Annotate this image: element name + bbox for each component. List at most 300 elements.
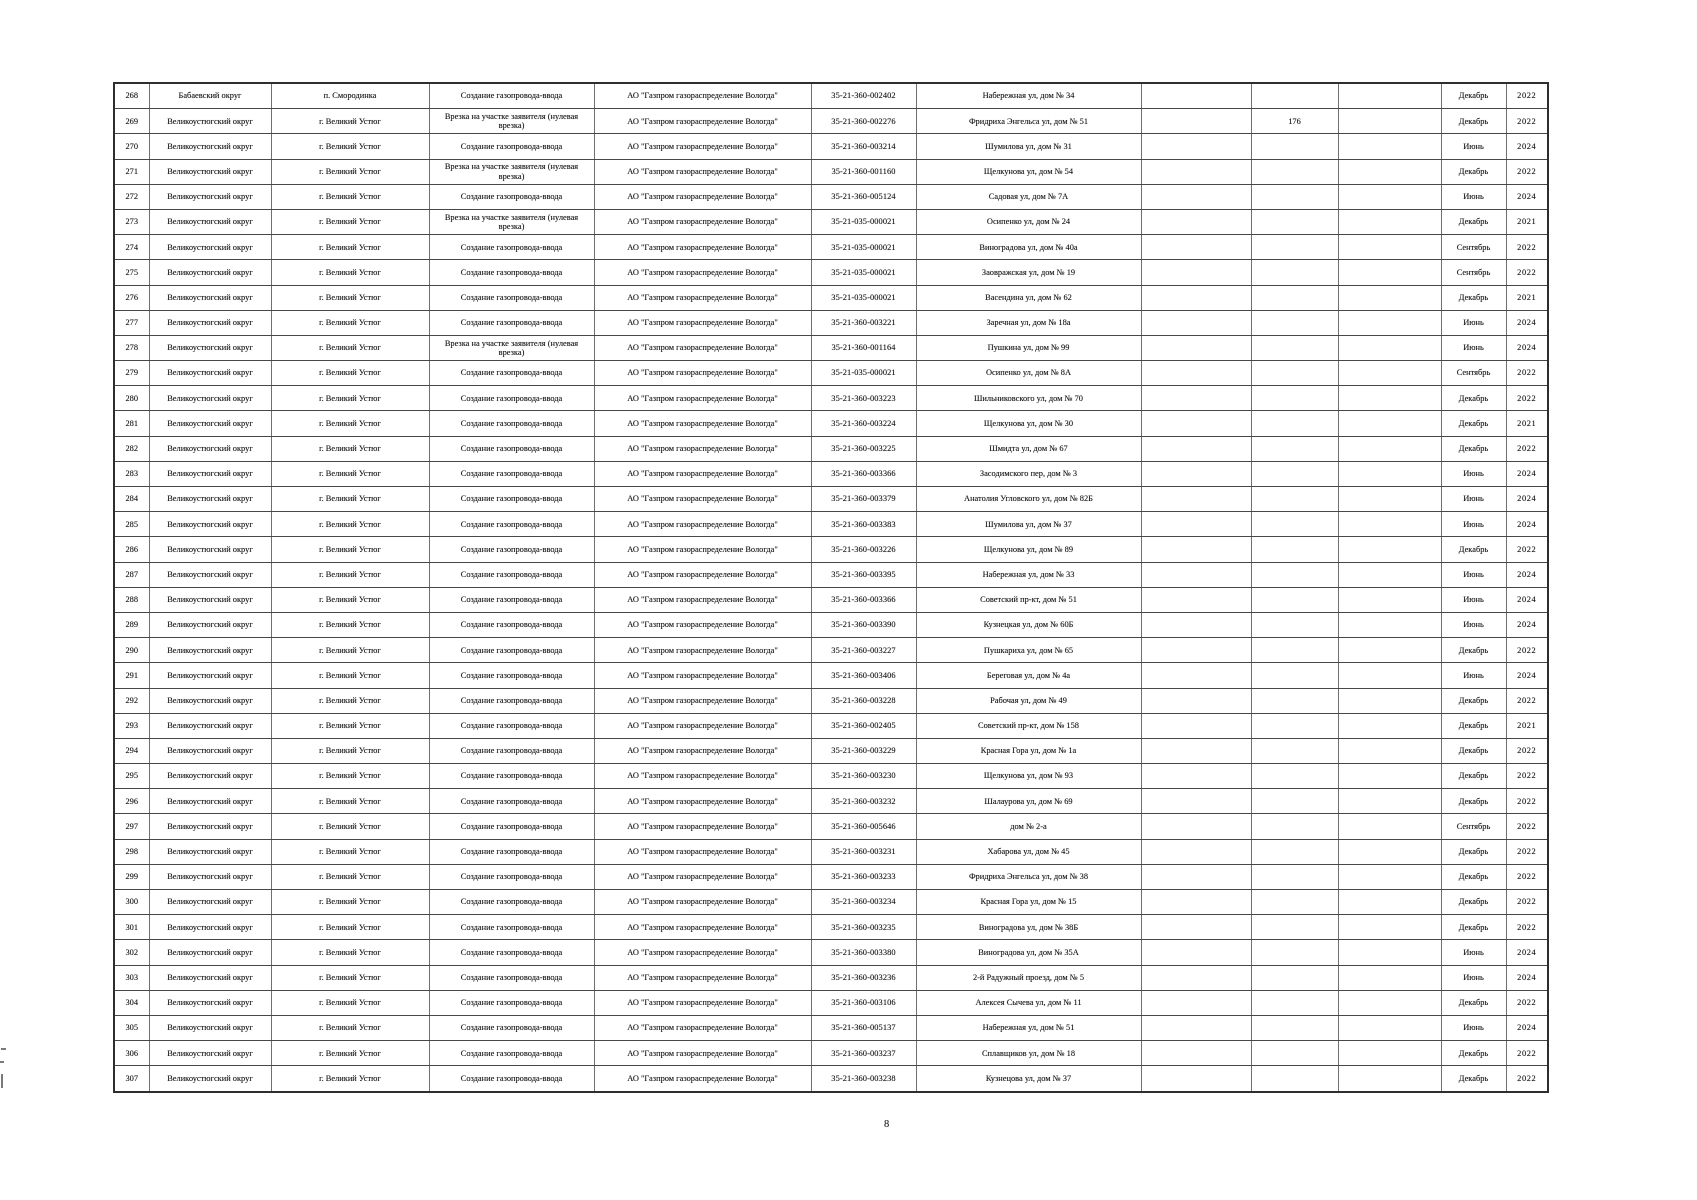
cell-settlement: г. Великий Устюг: [271, 738, 429, 763]
cell-empty-c: [1338, 965, 1441, 990]
cell-work-type: Создание газопровода-ввода: [429, 990, 594, 1015]
cell-row-number: 283: [114, 461, 149, 486]
cell-empty-a: [1141, 839, 1251, 864]
cell-settlement: г. Великий Устюг: [271, 512, 429, 537]
table-row: [114, 260, 1548, 285]
table-row: [114, 310, 1548, 335]
cell-deadline-month: Июнь: [1441, 663, 1506, 688]
cell-settlement: г. Великий Устюг: [271, 487, 429, 512]
cell-address: Щелкунова ул, дом № 93: [916, 764, 1141, 789]
cell-work-type: Создание газопровода-ввода: [429, 285, 594, 310]
cell-deadline-month: Июнь: [1441, 587, 1506, 612]
cell-empty-a: [1141, 890, 1251, 915]
gasification-schedule-table: [113, 82, 1549, 1093]
cell-work-type: Создание газопровода-ввода: [429, 487, 594, 512]
cell-empty-b: 176: [1251, 109, 1338, 134]
cell-row-number: 272: [114, 184, 149, 209]
cell-empty-a: [1141, 310, 1251, 335]
cell-organization: АО "Газпром газораспределение Вологда": [594, 361, 811, 386]
cell-row-number: 280: [114, 386, 149, 411]
cell-settlement: г. Великий Устюг: [271, 890, 429, 915]
cell-empty-c: [1338, 789, 1441, 814]
cell-deadline-month: Декабрь: [1441, 890, 1506, 915]
cell-deadline-month: Декабрь: [1441, 915, 1506, 940]
cell-work-type: Создание газопровода-ввода: [429, 310, 594, 335]
cell-settlement: г. Великий Устюг: [271, 310, 429, 335]
cell-work-type: Создание газопровода-ввода: [429, 764, 594, 789]
cell-work-type: Создание газопровода-ввода: [429, 713, 594, 738]
cell-settlement: п. Смородинка: [271, 83, 429, 109]
cell-settlement: г. Великий Устюг: [271, 990, 429, 1015]
cell-organization: АО "Газпром газораспределение Вологда": [594, 109, 811, 134]
cell-deadline-month: Декабрь: [1441, 1041, 1506, 1066]
cell-work-type: Создание газопровода-ввода: [429, 915, 594, 940]
cell-deadline-month: Декабрь: [1441, 537, 1506, 562]
cell-address: Засодимского пер, дом № 3: [916, 461, 1141, 486]
cell-deadline-year: 2024: [1506, 587, 1548, 612]
cell-work-type: Создание газопровода-ввода: [429, 235, 594, 260]
cell-deadline-month: Сентябрь: [1441, 814, 1506, 839]
cell-row-number: 295: [114, 764, 149, 789]
table-row: [114, 562, 1548, 587]
cell-row-number: 302: [114, 940, 149, 965]
cell-district: Великоустюгский округ: [149, 461, 271, 486]
cell-organization: АО "Газпром газораспределение Вологда": [594, 562, 811, 587]
cell-empty-c: [1338, 487, 1441, 512]
cell-empty-b: [1251, 688, 1338, 713]
cell-deadline-year: 2022: [1506, 864, 1548, 889]
cell-address: Шалаурова ул, дом № 69: [916, 789, 1141, 814]
cell-organization: АО "Газпром газораспределение Вологда": [594, 537, 811, 562]
cell-empty-a: [1141, 184, 1251, 209]
cell-settlement: г. Великий Устюг: [271, 839, 429, 864]
cell-deadline-month: Декабрь: [1441, 789, 1506, 814]
cell-row-number: 289: [114, 612, 149, 637]
cell-work-type: Создание газопровода-ввода: [429, 184, 594, 209]
table-row: [114, 411, 1548, 436]
table-row: [114, 814, 1548, 839]
cell-district: Великоустюгский округ: [149, 764, 271, 789]
cell-organization: АО "Газпром газораспределение Вологда": [594, 940, 811, 965]
cell-empty-a: [1141, 487, 1251, 512]
cell-organization: АО "Газпром газораспределение Вологда": [594, 310, 811, 335]
cell-empty-a: [1141, 612, 1251, 637]
table-row: [114, 789, 1548, 814]
cell-organization: АО "Газпром газораспределение Вологда": [594, 915, 811, 940]
cell-address: Васендина ул, дом № 62: [916, 285, 1141, 310]
cell-organization: АО "Газпром газораспределение Вологда": [594, 663, 811, 688]
cell-district: Великоустюгский округ: [149, 638, 271, 663]
cell-empty-a: [1141, 461, 1251, 486]
cell-work-type: Врезка на участке заявителя (нулевая врезка): [429, 159, 594, 184]
cell-settlement: г. Великий Устюг: [271, 688, 429, 713]
cell-deadline-month: Июнь: [1441, 612, 1506, 637]
cell-deadline-year: 2022: [1506, 537, 1548, 562]
cell-row-number: 303: [114, 965, 149, 990]
cell-address: Кузнецкая ул, дом № 60Б: [916, 612, 1141, 637]
cell-empty-b: [1251, 537, 1338, 562]
cell-empty-c: [1338, 411, 1441, 436]
cell-program-code: 35-21-035-000021: [811, 209, 916, 234]
cell-organization: АО "Газпром газораспределение Вологда": [594, 713, 811, 738]
cell-district: Великоустюгский округ: [149, 738, 271, 763]
cell-program-code: 35-21-360-003230: [811, 764, 916, 789]
cell-deadline-year: 2022: [1506, 159, 1548, 184]
cell-district: Великоустюгский округ: [149, 940, 271, 965]
cell-empty-c: [1338, 235, 1441, 260]
table-row: [114, 839, 1548, 864]
cell-empty-c: [1338, 436, 1441, 461]
cell-district: Великоустюгский округ: [149, 537, 271, 562]
cell-organization: АО "Газпром газораспределение Вологда": [594, 512, 811, 537]
cell-deadline-month: Декабрь: [1441, 738, 1506, 763]
cell-empty-c: [1338, 184, 1441, 209]
cell-row-number: 285: [114, 512, 149, 537]
cell-row-number: 274: [114, 235, 149, 260]
cell-address: 2-й Радужный проезд, дом № 5: [916, 965, 1141, 990]
cell-empty-a: [1141, 864, 1251, 889]
cell-deadline-year: 2022: [1506, 638, 1548, 663]
cell-organization: АО "Газпром газораспределение Вологда": [594, 184, 811, 209]
cell-address: Алексея Сычева ул, дом № 11: [916, 990, 1141, 1015]
cell-empty-a: [1141, 1041, 1251, 1066]
cell-address: Пушкина ул, дом № 99: [916, 335, 1141, 360]
cell-deadline-year: 2024: [1506, 134, 1548, 159]
cell-program-code: 35-21-360-003233: [811, 864, 916, 889]
cell-settlement: г. Великий Устюг: [271, 965, 429, 990]
cell-address: Красная Гора ул, дом № 15: [916, 890, 1141, 915]
cell-deadline-year: 2022: [1506, 890, 1548, 915]
cell-program-code: 35-21-360-003214: [811, 134, 916, 159]
cell-district: Великоустюгский округ: [149, 839, 271, 864]
cell-district: Великоустюгский округ: [149, 990, 271, 1015]
cell-organization: АО "Газпром газораспределение Вологда": [594, 436, 811, 461]
cell-row-number: 287: [114, 562, 149, 587]
cell-empty-c: [1338, 159, 1441, 184]
cell-address: Виноградова ул, дом № 38Б: [916, 915, 1141, 940]
table-row: [114, 285, 1548, 310]
cell-work-type: Создание газопровода-ввода: [429, 1015, 594, 1040]
cell-settlement: г. Великий Устюг: [271, 285, 429, 310]
cell-work-type: Создание газопровода-ввода: [429, 638, 594, 663]
cell-deadline-month: Декабрь: [1441, 436, 1506, 461]
cell-work-type: Создание газопровода-ввода: [429, 361, 594, 386]
table-row: [114, 965, 1548, 990]
cell-empty-c: [1338, 915, 1441, 940]
cell-empty-b: [1251, 814, 1338, 839]
cell-organization: АО "Газпром газораспределение Вологда": [594, 83, 811, 109]
cell-deadline-month: Июнь: [1441, 335, 1506, 360]
cell-settlement: г. Великий Устюг: [271, 915, 429, 940]
cell-work-type: Создание газопровода-ввода: [429, 562, 594, 587]
cell-settlement: г. Великий Устюг: [271, 1015, 429, 1040]
cell-empty-c: [1338, 109, 1441, 134]
cell-deadline-year: 2022: [1506, 839, 1548, 864]
cell-settlement: г. Великий Устюг: [271, 461, 429, 486]
cell-row-number: 306: [114, 1041, 149, 1066]
cell-empty-b: [1251, 738, 1338, 763]
cell-empty-b: [1251, 260, 1338, 285]
cell-district: Великоустюгский округ: [149, 386, 271, 411]
cell-deadline-month: Июнь: [1441, 512, 1506, 537]
cell-program-code: 35-21-360-003231: [811, 839, 916, 864]
cell-address: Набережная ул, дом № 34: [916, 83, 1141, 109]
cell-empty-a: [1141, 134, 1251, 159]
cell-work-type: Создание газопровода-ввода: [429, 789, 594, 814]
cell-organization: АО "Газпром газораспределение Вологда": [594, 1015, 811, 1040]
cell-address: Щелкунова ул, дом № 54: [916, 159, 1141, 184]
table-row: [114, 663, 1548, 688]
cell-deadline-year: 2022: [1506, 109, 1548, 134]
cell-row-number: 271: [114, 159, 149, 184]
cell-address: Советский пр-кт, дом № 158: [916, 713, 1141, 738]
cell-empty-b: [1251, 638, 1338, 663]
cell-empty-b: [1251, 386, 1338, 411]
table-row: [114, 537, 1548, 562]
cell-settlement: г. Великий Устюг: [271, 335, 429, 360]
cell-deadline-year: 2022: [1506, 814, 1548, 839]
cell-empty-c: [1338, 663, 1441, 688]
cell-district: Великоустюгский округ: [149, 688, 271, 713]
cell-empty-b: [1251, 285, 1338, 310]
cell-empty-b: [1251, 159, 1338, 184]
table-row: [114, 209, 1548, 234]
cell-work-type: Создание газопровода-ввода: [429, 1041, 594, 1066]
cell-organization: АО "Газпром газораспределение Вологда": [594, 285, 811, 310]
cell-district: Великоустюгский округ: [149, 411, 271, 436]
cell-district: Великоустюгский округ: [149, 789, 271, 814]
cell-program-code: 35-21-360-003106: [811, 990, 916, 1015]
cell-empty-b: [1251, 134, 1338, 159]
cell-deadline-year: 2021: [1506, 713, 1548, 738]
page-number: 8: [884, 1119, 890, 1130]
cell-empty-c: [1338, 864, 1441, 889]
cell-empty-a: [1141, 940, 1251, 965]
cell-deadline-month: Декабрь: [1441, 638, 1506, 663]
cell-empty-b: [1251, 965, 1338, 990]
cell-organization: АО "Газпром газораспределение Вологда": [594, 159, 811, 184]
cell-work-type: Создание газопровода-ввода: [429, 839, 594, 864]
cell-empty-a: [1141, 235, 1251, 260]
cell-address: Шмидта ул, дом № 67: [916, 436, 1141, 461]
cell-address: Заречная ул, дом № 18а: [916, 310, 1141, 335]
cell-empty-b: [1251, 361, 1338, 386]
cell-deadline-month: Декабрь: [1441, 990, 1506, 1015]
cell-deadline-month: Июнь: [1441, 461, 1506, 486]
cell-deadline-month: Июнь: [1441, 562, 1506, 587]
cell-organization: АО "Газпром газораспределение Вологда": [594, 335, 811, 360]
cell-settlement: г. Великий Устюг: [271, 713, 429, 738]
table-row: [114, 764, 1548, 789]
cell-row-number: 292: [114, 688, 149, 713]
table-row: [114, 436, 1548, 461]
table-row: [114, 184, 1548, 209]
cell-organization: АО "Газпром газораспределение Вологда": [594, 612, 811, 637]
cell-address: дом № 2-а: [916, 814, 1141, 839]
cell-empty-a: [1141, 915, 1251, 940]
cell-organization: АО "Газпром газораспределение Вологда": [594, 487, 811, 512]
cell-row-number: 286: [114, 537, 149, 562]
cell-deadline-month: Декабрь: [1441, 839, 1506, 864]
cell-deadline-month: Июнь: [1441, 310, 1506, 335]
cell-settlement: г. Великий Устюг: [271, 134, 429, 159]
cell-deadline-year: 2022: [1506, 915, 1548, 940]
cell-program-code: 35-21-360-001160: [811, 159, 916, 184]
table-row: [114, 688, 1548, 713]
cell-row-number: 277: [114, 310, 149, 335]
cell-district: Великоустюгский округ: [149, 864, 271, 889]
cell-work-type: Создание газопровода-ввода: [429, 386, 594, 411]
cell-deadline-year: 2022: [1506, 83, 1548, 109]
table-row: [114, 134, 1548, 159]
cell-row-number: 269: [114, 109, 149, 134]
table-row: [114, 915, 1548, 940]
cell-address: Виноградова ул, дом № 35А: [916, 940, 1141, 965]
cell-district: Великоустюгский округ: [149, 890, 271, 915]
cell-program-code: 35-21-360-003366: [811, 587, 916, 612]
cell-deadline-year: 2024: [1506, 1015, 1548, 1040]
cell-row-number: 275: [114, 260, 149, 285]
cell-row-number: 284: [114, 487, 149, 512]
table-row: [114, 864, 1548, 889]
cell-row-number: 299: [114, 864, 149, 889]
cell-row-number: 282: [114, 436, 149, 461]
cell-empty-c: [1338, 134, 1441, 159]
cell-address: Кузнецова ул, дом № 37: [916, 1066, 1141, 1092]
cell-empty-c: [1338, 612, 1441, 637]
cell-row-number: 293: [114, 713, 149, 738]
cell-empty-a: [1141, 713, 1251, 738]
cell-address: Осипенко ул, дом № 24: [916, 209, 1141, 234]
cell-work-type: Создание газопровода-ввода: [429, 461, 594, 486]
table-row: [114, 638, 1548, 663]
cell-empty-b: [1251, 411, 1338, 436]
cell-district: Великоустюгский округ: [149, 713, 271, 738]
cell-program-code: 35-21-360-003237: [811, 1041, 916, 1066]
cell-settlement: г. Великий Устюг: [271, 638, 429, 663]
table-row: [114, 159, 1548, 184]
cell-deadline-year: 2024: [1506, 512, 1548, 537]
cell-district: Великоустюгский округ: [149, 134, 271, 159]
table-body: [114, 83, 1548, 1092]
cell-program-code: 35-21-360-003224: [811, 411, 916, 436]
cell-empty-c: [1338, 512, 1441, 537]
cell-empty-c: [1338, 890, 1441, 915]
cell-work-type: Создание газопровода-ввода: [429, 965, 594, 990]
cell-district: Великоустюгский округ: [149, 335, 271, 360]
cell-empty-a: [1141, 738, 1251, 763]
cell-district: Великоустюгский округ: [149, 361, 271, 386]
cell-settlement: г. Великий Устюг: [271, 209, 429, 234]
cell-empty-b: [1251, 310, 1338, 335]
cell-address: Сплавщиков ул, дом № 18: [916, 1041, 1141, 1066]
cell-settlement: г. Великий Устюг: [271, 109, 429, 134]
cell-address: Советский пр-кт, дом № 51: [916, 587, 1141, 612]
table-row: [114, 738, 1548, 763]
cell-deadline-month: Декабрь: [1441, 386, 1506, 411]
cell-organization: АО "Газпром газораспределение Вологда": [594, 1066, 811, 1092]
cell-district: Великоустюгский округ: [149, 915, 271, 940]
cell-organization: АО "Газпром газораспределение Вологда": [594, 587, 811, 612]
cell-address: Осипенко ул, дом № 8А: [916, 361, 1141, 386]
cell-settlement: г. Великий Устюг: [271, 562, 429, 587]
cell-address: Заовражская ул, дом № 19: [916, 260, 1141, 285]
cell-empty-c: [1338, 386, 1441, 411]
cell-deadline-year: 2024: [1506, 663, 1548, 688]
cell-empty-c: [1338, 940, 1441, 965]
cell-empty-c: [1338, 209, 1441, 234]
cell-program-code: 35-21-360-003406: [811, 663, 916, 688]
cell-work-type: Создание газопровода-ввода: [429, 1066, 594, 1092]
cell-program-code: 35-21-035-000021: [811, 285, 916, 310]
cell-empty-b: [1251, 487, 1338, 512]
cell-district: Великоустюгский округ: [149, 965, 271, 990]
cell-address: Набережная ул, дом № 33: [916, 562, 1141, 587]
cell-row-number: 281: [114, 411, 149, 436]
cell-empty-b: [1251, 512, 1338, 537]
cell-empty-a: [1141, 789, 1251, 814]
cell-organization: АО "Газпром газораспределение Вологда": [594, 814, 811, 839]
cell-district: Великоустюгский округ: [149, 235, 271, 260]
cell-district: Великоустюгский округ: [149, 814, 271, 839]
cell-empty-a: [1141, 335, 1251, 360]
cell-empty-b: [1251, 1041, 1338, 1066]
cell-program-code: 35-21-360-003236: [811, 965, 916, 990]
cell-settlement: г. Великий Устюг: [271, 159, 429, 184]
cell-organization: АО "Газпром газораспределение Вологда": [594, 461, 811, 486]
cell-work-type: Создание газопровода-ввода: [429, 612, 594, 637]
cell-address: Анатолия Угловского ул, дом № 82Б: [916, 487, 1141, 512]
cell-row-number: 304: [114, 990, 149, 1015]
cell-empty-a: [1141, 83, 1251, 109]
cell-deadline-month: Декабрь: [1441, 864, 1506, 889]
cell-deadline-year: 2022: [1506, 260, 1548, 285]
cell-settlement: г. Великий Устюг: [271, 764, 429, 789]
cell-organization: АО "Газпром газораспределение Вологда": [594, 864, 811, 889]
table-row: [114, 587, 1548, 612]
table-row: [114, 713, 1548, 738]
cell-program-code: 35-21-035-000021: [811, 235, 916, 260]
cell-empty-b: [1251, 335, 1338, 360]
cell-deadline-year: 2021: [1506, 285, 1548, 310]
cell-empty-b: [1251, 713, 1338, 738]
cell-empty-a: [1141, 512, 1251, 537]
cell-deadline-year: 2024: [1506, 612, 1548, 637]
table-row: [114, 1015, 1548, 1040]
cell-district: Великоустюгский округ: [149, 285, 271, 310]
cell-empty-c: [1338, 83, 1441, 109]
cell-deadline-year: 2022: [1506, 738, 1548, 763]
cell-address: Шильниковского ул, дом № 70: [916, 386, 1141, 411]
cell-program-code: 35-21-360-003395: [811, 562, 916, 587]
cell-program-code: 35-21-360-002402: [811, 83, 916, 109]
cell-empty-c: [1338, 839, 1441, 864]
cell-settlement: г. Великий Устюг: [271, 864, 429, 889]
cell-organization: АО "Газпром газораспределение Вологда": [594, 209, 811, 234]
cell-empty-c: [1338, 537, 1441, 562]
cell-row-number: 279: [114, 361, 149, 386]
cell-program-code: 35-21-360-005137: [811, 1015, 916, 1040]
cell-district: Великоустюгский округ: [149, 109, 271, 134]
table-row: [114, 1066, 1548, 1092]
cell-district: Великоустюгский округ: [149, 159, 271, 184]
cell-empty-b: [1251, 235, 1338, 260]
cell-empty-a: [1141, 260, 1251, 285]
cell-empty-a: [1141, 587, 1251, 612]
cell-deadline-year: 2022: [1506, 235, 1548, 260]
cell-program-code: 35-21-360-003227: [811, 638, 916, 663]
cell-organization: АО "Газпром газораспределение Вологда": [594, 965, 811, 990]
